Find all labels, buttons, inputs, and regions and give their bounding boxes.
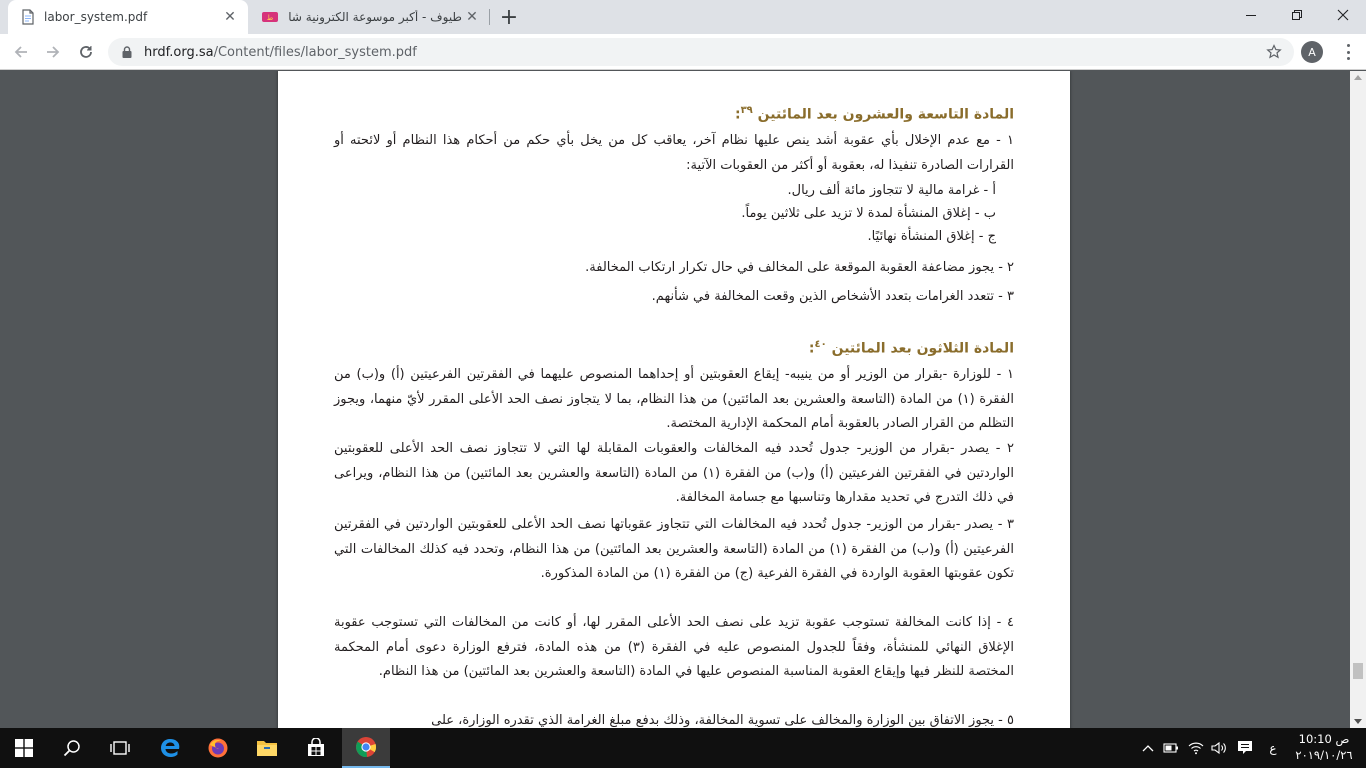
close-icon [1337, 9, 1349, 21]
folder-icon [256, 738, 278, 758]
volume-tray[interactable] [1208, 728, 1230, 768]
sub-item-c: ج - إغلاق المنشأة نهائيًا. [867, 229, 996, 244]
speaker-icon [1211, 741, 1227, 755]
taskbar-chrome[interactable] [342, 728, 390, 768]
article-230-paragraph-4: ٤ - إذا كانت المخالفة تستوجب عقوبة تزيد على نصف الحد الأعلى المقرر لها، أو كانت من المخالفات التي تستوجب عقوبة الإغلاق النهائي للمنشأة، وفقاً للجدول المنصوص عليه في الفقرة (٣) من هذه المادة، فترفع الوزارة دعوى أمام المحكمة المختصة للنظر فيها وإيقاع العقوبة المناسبة المنصوص عليها في المادة (التاسعة والعشرين بعد المائتين) من هذا النظام. [334, 615, 1014, 679]
chevron-up-icon [1142, 744, 1154, 752]
reload-button[interactable] [73, 39, 99, 65]
article-229-paragraph-2: ٢ - يجوز مضاعفة العقوبة الموقعة على المخالف في حال تكرار ارتكاب المخالفة. [585, 260, 1014, 275]
notification-icon [1237, 740, 1253, 756]
url-path: /Content/files/labor_system.pdf [213, 44, 417, 60]
taskbar-store[interactable] [292, 728, 340, 768]
article-230-heading: المادة الثلاثون بعد المائتين $^{٤٠}$: [808, 339, 1014, 357]
taskbar-edge[interactable] [146, 728, 194, 768]
profile-avatar[interactable]: A [1301, 41, 1323, 63]
url-host: hrdf.org.sa [144, 44, 214, 60]
scroll-thumb[interactable] [1353, 663, 1363, 679]
chrome-icon [355, 736, 377, 758]
article-229-paragraph-3: ٣ - تتعدد الغرامات بتعدد الأشخاص الذين وقعت المخالفة في شأنهم. [651, 289, 1014, 304]
firefox-icon [207, 737, 229, 759]
start-button[interactable] [0, 728, 48, 768]
clock-date: ٢٠١٩/١٠/٢٦ [1295, 748, 1353, 762]
input-language-indicator[interactable]: ع [1269, 741, 1277, 755]
network-adapter-tray[interactable] [1160, 728, 1182, 768]
site-logo-icon [262, 9, 278, 25]
close-window-button[interactable] [1320, 0, 1366, 30]
article-230-paragraph-3: ٣ - يصدر -بقرار من الوزير- جدول تُحدد فيه المخالفات التي تتجاوز عقوباتها نصف الحد الأعلى للعقوبتين الواردتين في الفقرتين الفرعيتين (أ) و(ب) من الفقرة (١) من المادة (التاسعة والعشرين بعد المائتين) من هذا النظام، وتحدد فيه كذلك المخالفات التي تكون عقوبتها العقوبة الواردة في الفقرة الفرعية (ج) من الفقرة (١) من المادة المذكورة. [334, 517, 1014, 581]
article-230-paragraph-1: ١ - للوزارة -بقرار من الوزير أو من ينيبه- إيقاع العقوبتين أو إحداهما المنصوص عليهما في الفقرتين الفرعيتين (أ) و(ب) من الفقرة (١) من المادة (التاسعة والعشرين بعد المائتين) من هذا النظام، بما لا يتجاوز نصف الحد الأعلى المقرر لأيّ منهما، ويجوز التظلم من القرار الصادر بالعقوبة أمام المحكمة الإدارية المختصة. [334, 367, 1014, 431]
show-hidden-icons[interactable] [1138, 728, 1158, 768]
close-tab-icon[interactable]: ✕ [224, 9, 236, 25]
new-tab-button[interactable]: + [499, 4, 519, 30]
search-button[interactable] [48, 728, 96, 768]
restore-button[interactable] [1274, 0, 1320, 30]
edge-icon [159, 737, 181, 759]
tab-title: طيوف - أكبر موسوعة الكترونية شا [288, 10, 462, 24]
browser-menu-icon[interactable] [1338, 42, 1358, 62]
article-229-paragraph-1: ١ - مع عدم الإخلال بأي عقوبة أشد ينص عليها نظام آخر، يعاقب كل من يخل بأي حكم من أحكام هذا النظام أو لائحته أو القرارات الصادرة تنفيذا له، بعقوبة أو أكثر من العقوبات الآتية: [334, 133, 1014, 173]
pdf-viewer[interactable] [0, 71, 1350, 728]
windows-logo-icon [15, 739, 33, 757]
tab-separator [489, 9, 490, 25]
tab-tuyoof[interactable] [250, 0, 490, 34]
svg-text:ط: ط [266, 14, 274, 22]
lock-icon [120, 45, 134, 59]
forward-button[interactable] [40, 39, 66, 65]
reload-icon [78, 44, 94, 60]
arrow-right-icon [45, 44, 61, 60]
document-icon [20, 9, 36, 25]
wifi-tray[interactable] [1184, 728, 1208, 768]
task-view-icon [110, 740, 130, 756]
taskbar-clock[interactable] [1292, 731, 1356, 763]
store-icon [306, 738, 326, 758]
pdf-page [278, 71, 1070, 728]
vertical-scrollbar[interactable] [1350, 71, 1366, 728]
task-view-button[interactable] [96, 728, 144, 768]
restore-icon [1291, 9, 1303, 21]
minimize-button[interactable] [1228, 0, 1274, 30]
footnote-ref: ٣٩ [740, 105, 753, 116]
windows-taskbar [0, 728, 1366, 768]
minimize-icon [1245, 9, 1257, 21]
taskbar-file-explorer[interactable] [243, 728, 291, 768]
url-text [144, 45, 417, 60]
tab-strip [0, 0, 1366, 34]
wifi-icon [1188, 741, 1204, 755]
close-tab-icon[interactable]: ✕ [466, 9, 478, 25]
taskbar-firefox[interactable] [194, 728, 242, 768]
battery-icon [1163, 741, 1179, 755]
article-229-heading: المادة التاسعة والعشرون بعد المائتين $^{٣٩}$: [734, 105, 1014, 123]
search-icon [63, 739, 81, 757]
action-center-tray[interactable] [1232, 728, 1258, 768]
scroll-up-icon[interactable] [1354, 75, 1362, 80]
address-bar[interactable] [108, 38, 1294, 66]
arrow-left-icon [13, 44, 29, 60]
tab-title: labor_system.pdf [44, 10, 148, 24]
sub-item-b: ب - إغلاق المنشأة لمدة لا تزيد على ثلاثين يوماً. [741, 206, 996, 221]
article-230-paragraph-2: ٢ - يصدر -بقرار من الوزير- جدول تُحدد فيه المخالفات والعقوبات المقابلة لها التي لا تتجاوز نصف الحد الأعلى للعقوبتين الواردتين في الفقرتين الفرعيتين (أ) و(ب) من الفقرة (١) من المادة (التاسعة والعشرين بعد المائتين) من هذا النظام، ويراعى في ذلك التدرج في تحديد مقدارها وتناسبها مع جسامة المخالفة. [334, 441, 1014, 505]
article-230-paragraph-5: ٥ - يجوز الاتفاق بين الوزارة والمخالف على تسوية المخالفة، وذلك بدفع مبلغ الغرامة الذي تقدره الوزارة، على [431, 713, 1014, 728]
tab-labor-system-pdf[interactable] [8, 0, 248, 34]
sub-item-a: أ - غرامة مالية لا تتجاوز مائة ألف ريال. [787, 183, 996, 198]
browser-toolbar [0, 34, 1366, 70]
back-button[interactable] [8, 39, 34, 65]
scroll-down-icon[interactable] [1354, 719, 1362, 724]
bookmark-star-icon[interactable] [1266, 44, 1282, 60]
clock-time: 10:10 ص [1298, 732, 1350, 746]
footnote-ref: ٤٠ [814, 339, 827, 350]
